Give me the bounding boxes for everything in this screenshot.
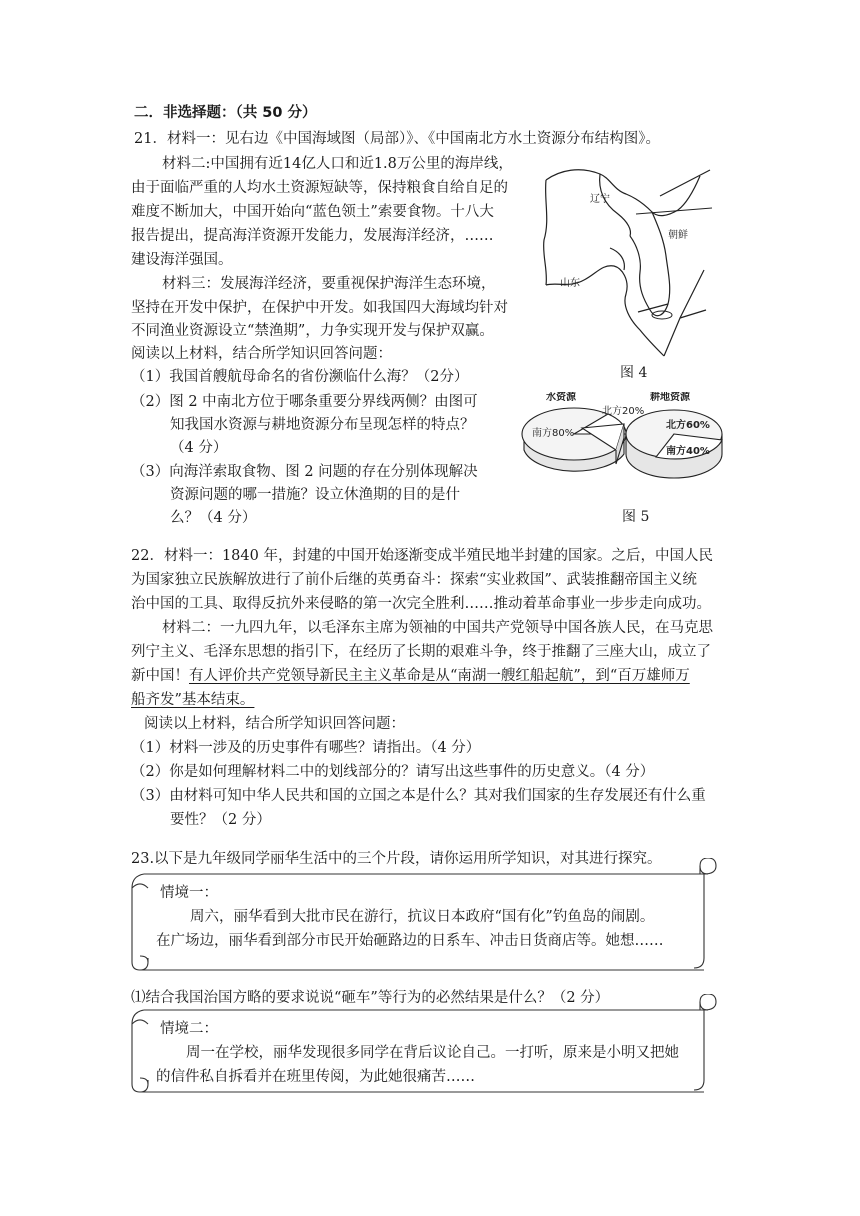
q21-material3-line: 不同渔业资源设立“禁渔期”，力争实现开发与保护双赢。 [131,323,494,339]
q22-material1-line: 治中国的工具、取得反抗外来侵略的第一次完全胜利……推动着革命事业一步步走向成功。 [131,596,711,612]
q21-material2-line: 建设海洋强国。 [131,252,233,268]
figure-5-caption: 图 5 [622,509,650,525]
q22-material2-line: 列宁主义、毛泽东思想的指引下，在经历了长期的艰难斗争，终于推翻了三座大山，成立了 [131,644,711,660]
q21-question-3: （3）向海洋索取食物、图 2 问题的存在分别体现解决 [131,464,478,480]
land-north-label: 北方60% [666,420,710,431]
q22-material1-line: 为国家独立民族解放进行了前仆后继的英勇奋斗：探索“实业救国”、武装推翻帝国主义统 [131,572,697,588]
q22-question-1: （1）材料一涉及的历史事件有哪些？请指出。（4 分） [131,740,481,756]
q22-material1-line: 22．材料一：1840 年，封建的中国开始逐渐变成半殖民地半封建的国家。之后，中国人民 [131,548,713,564]
q22-material2-line [131,665,690,687]
land-south-label: 南方40% [666,446,710,457]
q21-material3-line: 材料三：发展海洋经济，要重视保护海洋生态环境， [162,276,496,292]
map-label-shandong: 山东 [560,278,580,289]
resource-pie-figure [516,392,732,498]
q21-material2-line: 材料二:中国拥有近14亿人口和近1.8万公里的海岸线， [162,156,513,172]
q22-material2-plain: 新中国！ [131,668,189,684]
scenario-2-line: 周一在学校，丽华发现很多同学在背后议论自己。一打听，原来是小明又把她 [186,1045,679,1061]
section-title: 二．非选择题：（共 50 分） [134,105,317,121]
q22-underlined-text: 有人评价共产党领导新民主主义革命是从“南湖一艘红船起航”，到“百万雄师万 [189,668,690,684]
q22-question-3: 要性？（2 分） [170,812,271,828]
q21-material2-line: 由于面临严重的人均水土资源短缺等，保持粮食自给自足的 [131,180,508,196]
map-label-liaoning: 辽宁 [590,194,610,205]
q22-question-3: （3）由材料可知中华人民共和国的立国之本是什么？其对我们国家的生存发展还有什么重 [131,788,706,804]
sea-map-figure [540,160,720,360]
scenario-1-title: 情境一： [160,885,218,901]
q21-question-2: （2）图 2 中南北方位于哪条重要分界线两侧？由图可 [131,394,478,410]
q21-question-3: 资源问题的哪一措施？设立休渔期的目的是什 [170,487,460,503]
q23-intro: 23.以下是九年级同学丽华生活中的三个片段，请你运用所学知识，对其进行探究。 [131,851,662,867]
scenario-1-line: 在广场边，丽华看到部分市民开始砸路边的日系车、冲击日货商店等。她想…… [156,933,664,949]
water-north-label: 北方20% [602,406,645,417]
q22-underlined-text: 船齐发”基本结束。 [131,692,255,708]
land-pie-title: 耕地资源 [650,392,690,403]
q21-question-3: 么？（4 分） [170,510,257,526]
water-south-label: 南方80% [532,428,575,439]
water-pie-title: 水资源 [546,392,576,403]
figure-4-caption: 图 4 [620,365,648,381]
q21-intro: 21．材料一：见右边《中国海域图（局部）》、《中国南北方水土资源分布结构图》。 [134,131,660,147]
q22-prompt: 阅读以上材料，结合所学知识回答问题： [144,716,405,732]
scenario-1-line: 周六，丽华看到大批市民在游行，抗议日本政府“国有化”钓鱼岛的闹剧。 [190,909,655,925]
q21-question-1: （1）我国首艘航母命名的省份濒临什么海？（2分） [131,369,469,385]
q21-material2-line: 报告提出，提高海洋资源开发能力，发展海洋经济，…… [131,228,494,244]
q22-question-2: （2）你是如何理解材料二中的划线部分的？请写出这些事件的历史意义。（4 分） [131,764,655,780]
q21-prompt: 阅读以上材料，结合所学知识回答问题： [131,346,392,362]
scenario-2-line: 的信件私自拆看并在班里传阅，为此她很痛苦…… [156,1069,475,1085]
q21-material3-line: 坚持在开发中保护，在保护中开发。如我国四大海域均针对 [131,300,508,316]
q21-question-2: （4 分） [170,440,228,456]
q21-question-2: 知我国水资源与耕地资源分布呈现怎样的特点？ [170,417,475,433]
q21-material2-line: 难度不断加大，中国开始向“蓝色领土”索要食物。十八大 [131,204,494,220]
scenario-2-title: 情境二： [160,1021,218,1037]
q23-question-1: ⑴结合我国治国方略的要求说说“砸车”等行为的必然结果是什么？（2 分） [131,990,610,1006]
map-label-korea: 朝鲜 [668,230,688,241]
q22-material2-line: 材料二：一九四九年，以毛泽东主席为领袖的中国共产党领导中国各族人民，在马克思 [162,620,713,636]
